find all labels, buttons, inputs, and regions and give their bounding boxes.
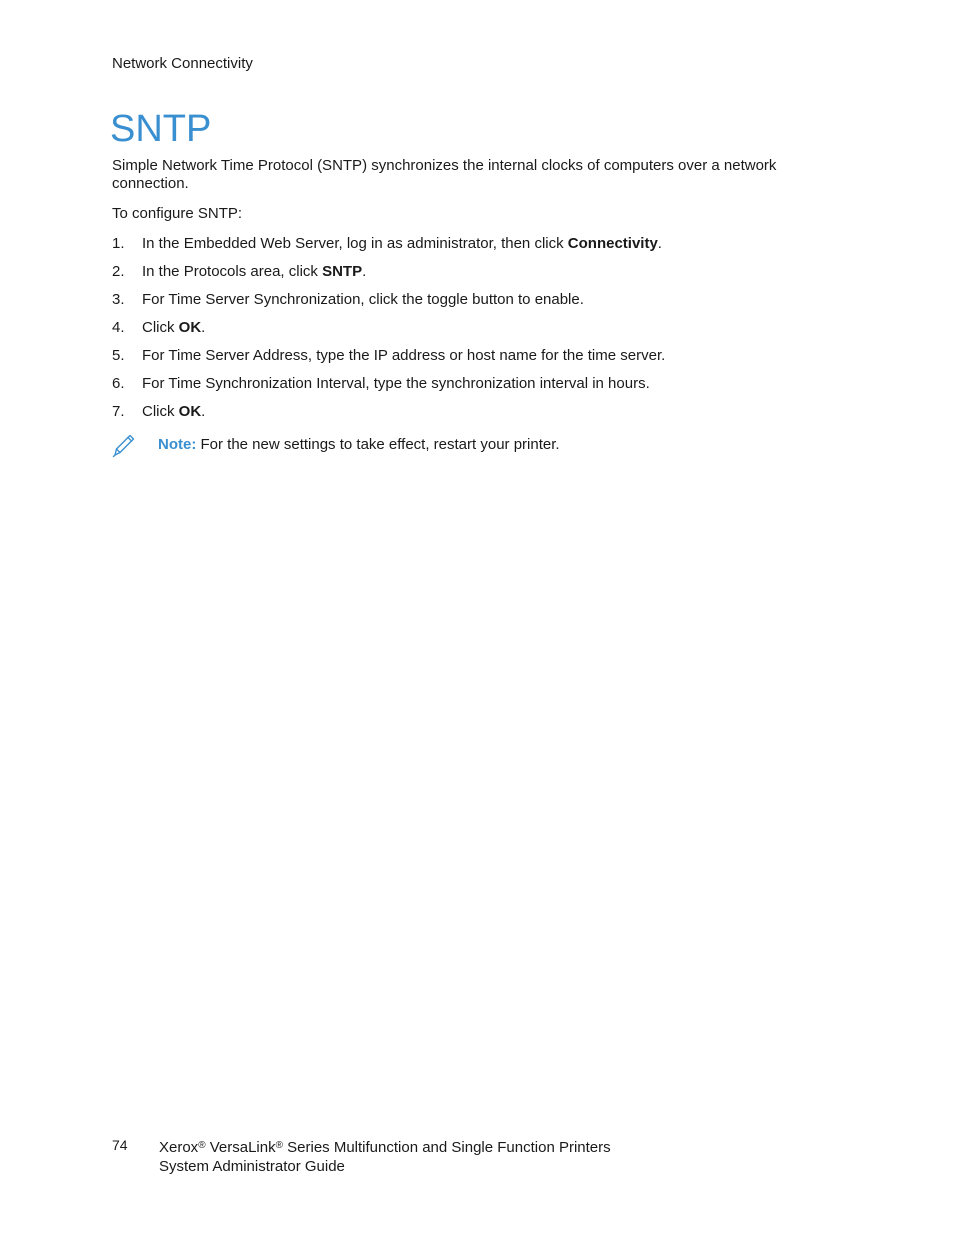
- step-7: [112, 402, 872, 430]
- step-1: [112, 234, 872, 262]
- step-number: 3.: [112, 291, 125, 308]
- step-text: For Time Server Address, type the IP address or host name for the time server.: [142, 347, 666, 364]
- ui-term: Connectivity: [567, 235, 658, 252]
- step-number: 5.: [112, 347, 125, 364]
- step-4: [112, 318, 872, 346]
- step-text: In the Embedded Web Server, log in as administrator, then click Connectivity.: [142, 235, 662, 252]
- note-label: Note:: [158, 436, 197, 453]
- note-callout: [112, 432, 560, 458]
- step-3: [112, 290, 872, 318]
- step-6: [112, 374, 872, 402]
- step-5: [112, 346, 872, 374]
- step-text: For Time Server Synchronization, click the toggle button to enable.: [142, 291, 584, 308]
- procedure-steps: [112, 234, 872, 430]
- procedure-lead: To configure SNTP:: [112, 205, 243, 222]
- step-2: [112, 262, 872, 290]
- ui-term: OK: [178, 403, 202, 420]
- step-number: 7.: [112, 403, 125, 420]
- step-number: 6.: [112, 375, 125, 392]
- page-title: SNTP: [110, 108, 212, 150]
- step-number: 4.: [112, 319, 125, 336]
- footer-guide-line: System Administrator Guide: [159, 1158, 345, 1175]
- note-text: Note: For the new settings to take effect, restart your printer.: [158, 436, 560, 453]
- page-number: 74: [112, 1137, 128, 1153]
- ui-term: SNTP: [322, 263, 363, 280]
- ui-term: OK: [178, 319, 202, 336]
- step-text: Click OK.: [142, 319, 206, 336]
- footer-product-line: Xerox® VersaLink® Series Multifunction and Single Function Printers: [159, 1139, 611, 1156]
- step-text: For Time Synchronization Interval, type the synchronization interval in hours.: [142, 375, 650, 392]
- pencil-icon: [112, 432, 136, 458]
- step-text: Click OK.: [142, 403, 206, 420]
- footer-title: [159, 1138, 611, 1176]
- running-header: Network Connectivity: [112, 55, 253, 72]
- step-number: 2.: [112, 263, 125, 280]
- intro-paragraph: Simple Network Time Protocol (SNTP) synchronizes the internal clocks of computers over a network connection.: [112, 157, 777, 192]
- step-text: In the Protocols area, click SNTP.: [142, 263, 367, 280]
- step-number: 1.: [112, 235, 125, 252]
